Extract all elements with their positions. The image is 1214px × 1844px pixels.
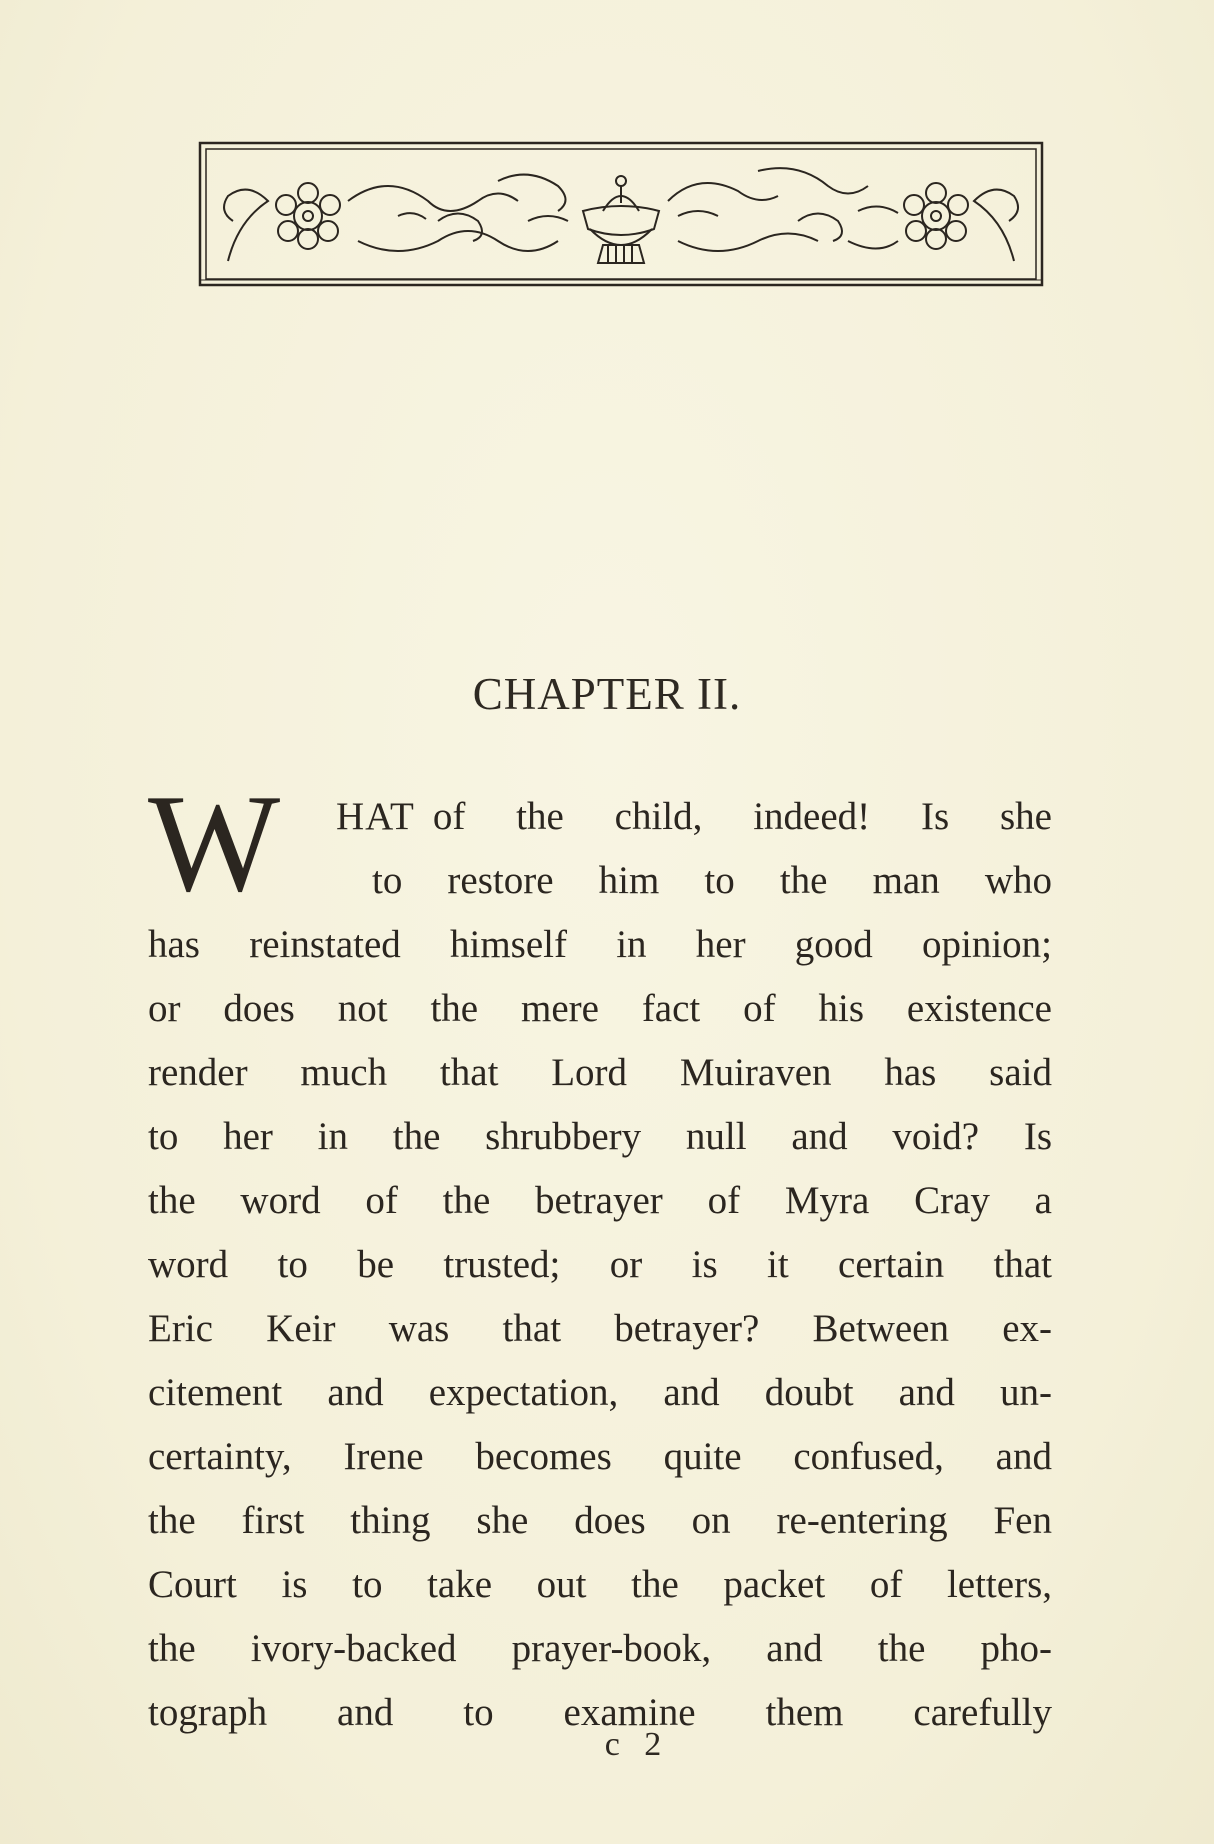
floral-urn-ornament-icon	[198, 141, 1044, 287]
text-line-4	[148, 977, 1052, 1041]
text-line-14-content: the ivory-backed prayer-book, and the pho-	[148, 1627, 1052, 1670]
first-word-caps: HAT	[336, 795, 415, 838]
chapter-heading: CHAPTER II.	[472, 669, 742, 719]
text-line-14	[148, 1617, 1052, 1681]
text-line-4-content: or does not the mere fact of his existence	[148, 987, 1052, 1030]
text-line-6-content: to her in the shrubbery null and void? Is	[148, 1115, 1052, 1158]
text-line-10-content: citement and expectation, and doubt and un-	[148, 1371, 1052, 1414]
text-line-7-content: the word of the betrayer of Myra Cray a	[148, 1179, 1052, 1222]
text-line-13-content: Court is to take out the packet of letters,	[148, 1563, 1052, 1606]
text-line-11	[148, 1425, 1052, 1489]
text-line-2-content: to restore him to the man who	[372, 859, 1052, 902]
text-line-3-content: has reinstated himself in her good opinion;	[148, 923, 1052, 966]
text-line-7	[148, 1169, 1052, 1233]
text-line-1-rest: of the child, indeed! Is she	[432, 795, 1052, 838]
text-line-5-content: render much that Lord Muiraven has said	[148, 1051, 1052, 1094]
text-line-9	[148, 1297, 1052, 1361]
ornamental-headpiece	[198, 141, 1044, 287]
text-line-3	[148, 913, 1052, 977]
text-line-6	[148, 1105, 1052, 1169]
signature-mark: c 2	[604, 1726, 670, 1763]
text-line-5	[148, 1041, 1052, 1105]
text-line-8	[148, 1233, 1052, 1297]
drop-cap-letter: W	[148, 766, 281, 921]
text-line-10	[148, 1361, 1052, 1425]
text-line-12-content: the first thing she does on re-entering Fen	[148, 1499, 1052, 1542]
text-line-15-content: tograph and to examine them carefully	[148, 1691, 1052, 1734]
chapter-body-text	[148, 766, 1052, 1745]
text-line-12	[148, 1489, 1052, 1553]
text-line-1	[148, 785, 1052, 849]
text-line-8-content: word to be trusted; or is it certain that	[148, 1243, 1052, 1286]
text-line-9-content: Eric Keir was that betrayer? Between ex-	[148, 1307, 1052, 1350]
text-line-11-content: certainty, Irene becomes quite confused, and	[148, 1435, 1052, 1478]
text-line-13	[148, 1553, 1052, 1617]
text-line-2	[148, 849, 1052, 913]
